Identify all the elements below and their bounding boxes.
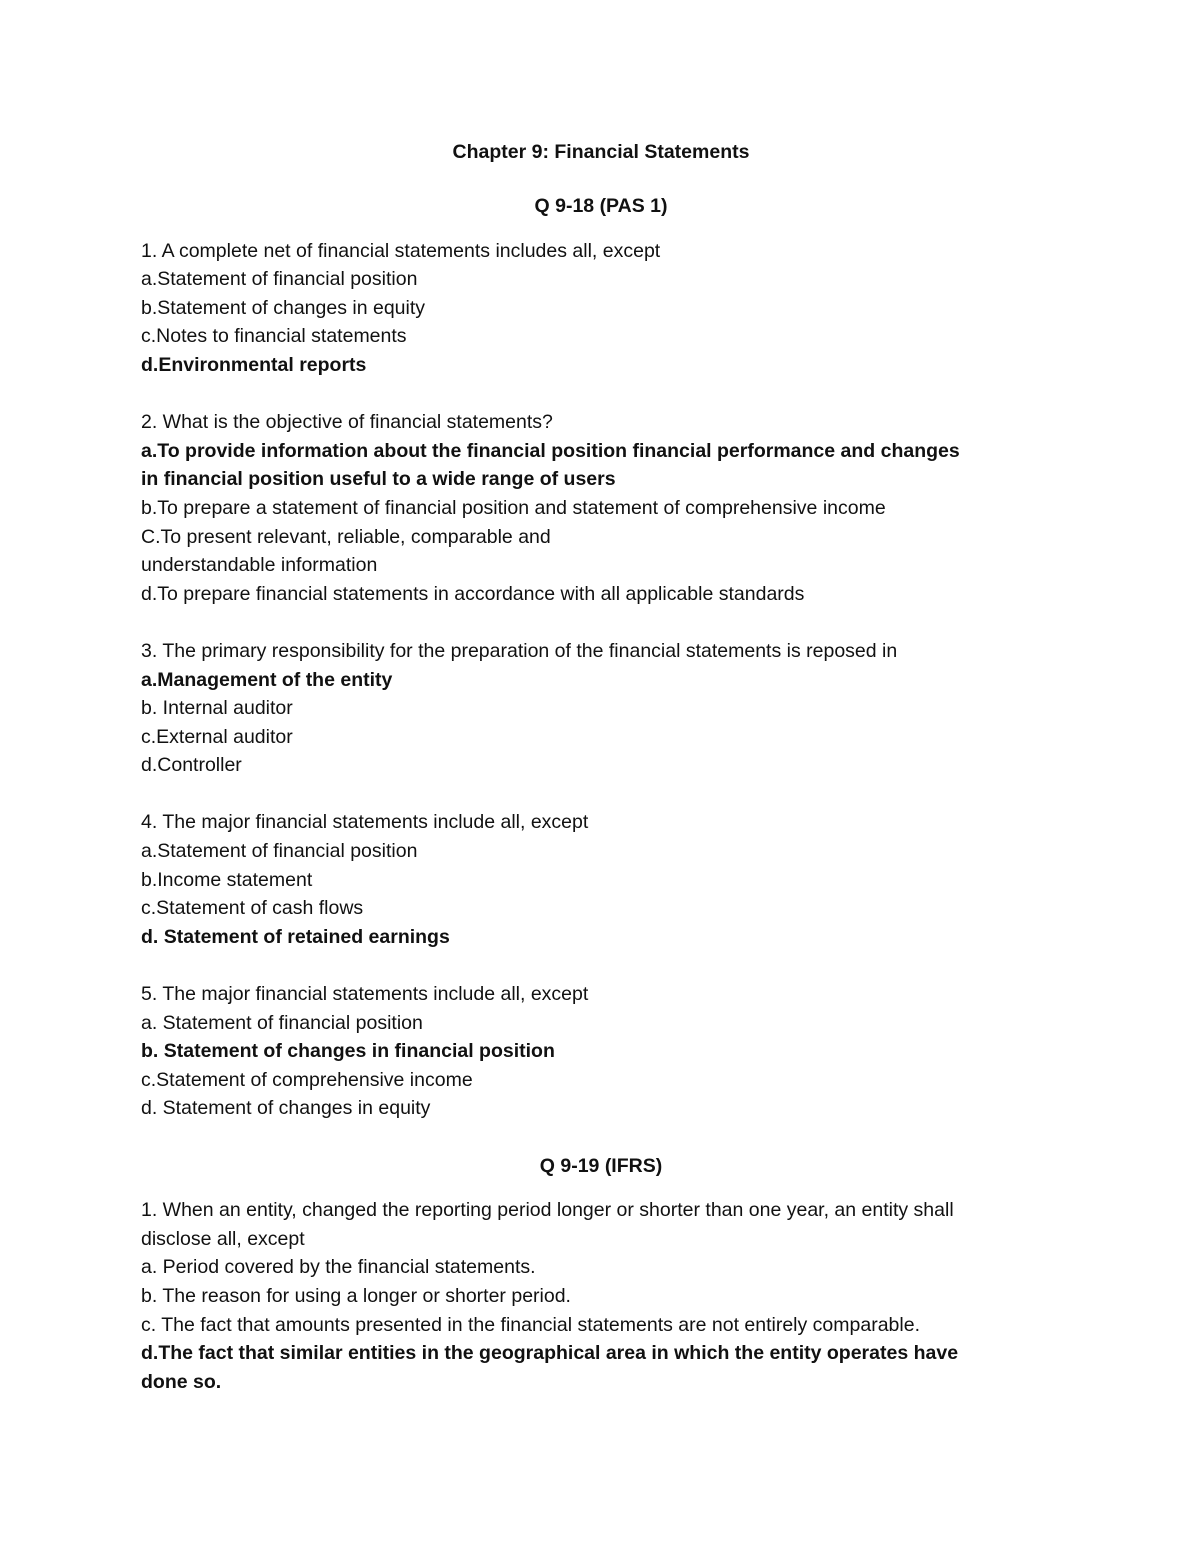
question-block [141,980,1061,1123]
question-stem: 2. What is the objective of financial statements? [141,411,553,434]
answer-choice: d.To prepare financial statements in accordance with all applicable standards [141,582,805,605]
question-block [141,408,1061,608]
question-stem: 4. The major financial statements include all, except [141,811,589,834]
question-stem: disclose all, except [141,1227,305,1250]
question-block [141,1196,1061,1396]
section-heading: Q 9-19 (IFRS) [539,1154,663,1177]
question-block [141,637,1061,780]
answer-choice: c.Statement of comprehensive income [141,1068,473,1091]
answer-choice: b. Internal auditor [141,697,293,720]
heading-spacer [141,1180,1061,1196]
heading-spacer [141,221,1061,237]
answer-choice-correct: b. Statement of changes in financial position [141,1040,555,1063]
answer-choice-correct: d. Statement of retained earnings [141,925,450,948]
sections-container [141,192,1061,1396]
chapter-title: Chapter 9: Financial Statements [452,141,750,163]
answer-choice: c. The fact that amounts presented in the financial statements are not entirely comparable. [141,1313,920,1336]
answer-choice: understandable information [141,554,378,577]
answer-choice: b.Statement of changes in equity [141,296,426,319]
answer-choice: C.To present relevant, reliable, comparable and [141,525,551,548]
answer-choice: b.Income statement [141,868,313,891]
answer-choice-correct: in financial position useful to a wide range of users [141,468,616,491]
answer-choice-correct: a.To provide information about the financial position financial performance and changes [141,439,960,462]
section-heading: Q 9-18 (PAS 1) [534,195,668,217]
answer-choice: b. The reason for using a longer or shorter period. [141,1284,571,1307]
answer-choice: c.External auditor [141,725,293,748]
question-block [141,237,1061,380]
answer-choice-correct: done so. [141,1370,222,1393]
question-block [141,808,1061,951]
answer-choice: c.Statement of cash flows [141,897,364,920]
answer-choice: a.Statement of financial position [141,840,418,863]
question-stem: 1. When an entity, changed the reporting period longer or shorter than one year, an entity shall [141,1199,954,1222]
question-stem: 3. The primary responsibility for the preparation of the financial statements is reposed in [141,639,898,662]
answer-choice: d.Controller [141,754,242,777]
answer-choice: a. Statement of financial position [141,1011,423,1034]
answer-choice: a. Period covered by the financial statements. [141,1256,536,1279]
answer-choice-correct: a.Management of the entity [141,668,393,691]
answer-choice-correct: d.Environmental reports [141,353,367,376]
question-stem: 1. A complete net of financial statements includes all, except [141,239,661,262]
answer-choice: b.To prepare a statement of financial position and statement of comprehensive income [141,496,886,519]
question-stem: 5. The major financial statements include all, except [141,983,589,1006]
answer-choice: c.Notes to financial statements [141,325,407,348]
answer-choice: d. Statement of changes in equity [141,1097,431,1120]
answer-choice: a.Statement of financial position [141,268,418,291]
answer-choice-correct: d.The fact that similar entities in the geographical area in which the entity operates have [141,1342,959,1365]
document-body [141,138,1061,1425]
